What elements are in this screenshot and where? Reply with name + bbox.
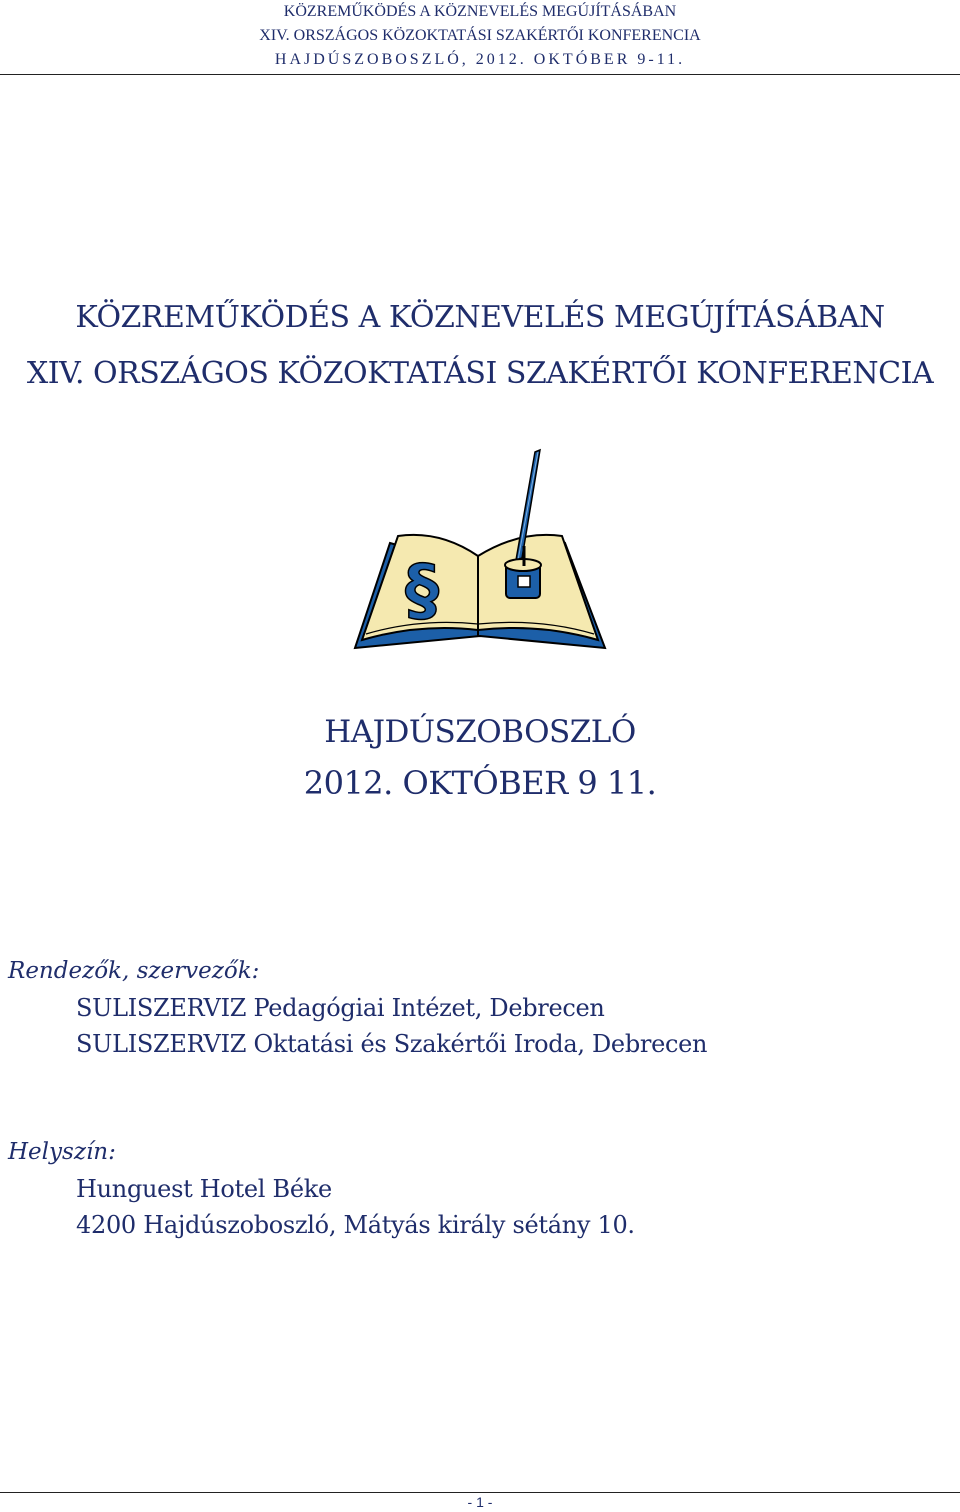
open-book-with-quill-icon — [350, 448, 610, 653]
event-city: HAJDÚSZOBOSZLÓ — [324, 714, 636, 750]
organizers-label: Rendezők, szervezők: — [8, 958, 260, 984]
running-header-place-date: HAJDÚSZOBOSZLÓ, 2012. OKTÓBER 9-11. — [274, 51, 686, 68]
page-title: KÖZREMŰKÖDÉS A KÖZNEVELÉS MEGÚJÍTÁSÁBAN — [75, 300, 885, 335]
organizer-item: SULISZERVIZ Pedagógiai Intézet, Debrecen — [76, 994, 605, 1022]
page-number: - 1 - — [467, 1494, 493, 1510]
running-header-conference: XIV. ORSZÁGOS KÖZOKTATÁSI SZAKÉRTŐI KONFERENCIA — [259, 27, 701, 44]
event-date: 2012. OKTÓBER 9 11. — [303, 764, 657, 802]
header-divider — [0, 74, 960, 75]
venue-address: 4200 Hajdúszoboszló, Mátyás király sétány 10. — [76, 1211, 635, 1239]
organizer-item: SULISZERVIZ Oktatási és Szakértői Iroda, Debrecen — [76, 1030, 708, 1058]
running-header-title: KÖZREMŰKÖDÉS A KÖZNEVELÉS MEGÚJÍTÁSÁBAN — [283, 3, 677, 20]
footer-divider — [0, 1492, 960, 1493]
venue-label: Helyszín: — [8, 1139, 116, 1165]
venue-name: Hunguest Hotel Béke — [76, 1175, 332, 1203]
paragraph-sign: § — [405, 551, 439, 630]
page-subtitle: XIV. ORSZÁGOS KÖZOKTATÁSI SZAKÉRTŐI KONFERENCIA — [26, 356, 934, 391]
